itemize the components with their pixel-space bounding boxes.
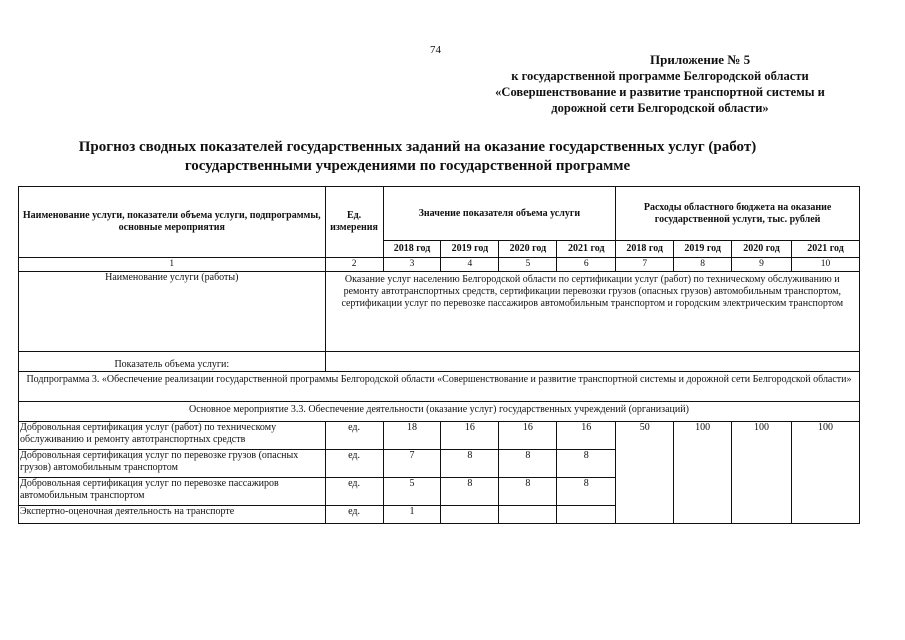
column-number: 9: [732, 258, 792, 272]
row-value: 8: [499, 478, 557, 506]
row-unit: ед.: [325, 450, 383, 478]
appendix-title: Приложение № 5: [650, 52, 751, 67]
header-year: 2019 год: [674, 241, 732, 258]
budget-value: 100: [792, 422, 860, 524]
header-year: 2018 год: [616, 241, 674, 258]
appendix-line: «Совершенствование и развитие транспортной системы и: [495, 85, 825, 99]
column-number: 7: [616, 258, 674, 272]
row-name: Экспертно-оценочная деятельность на транспорте: [19, 506, 326, 524]
row-value: [557, 506, 616, 524]
row-value: 16: [499, 422, 557, 450]
column-number-row: [19, 258, 860, 272]
row-unit: ед.: [325, 478, 383, 506]
document-title-line: Прогноз сводных показателей государственных заданий на оказание государственных услуг (работ): [78, 139, 757, 155]
row-value: 8: [557, 450, 616, 478]
appendix-line: к государственной программе Белгородской области: [511, 69, 809, 83]
indicator-empty: [325, 352, 859, 372]
column-number: 8: [674, 258, 732, 272]
row-value: 1: [383, 506, 441, 524]
header-year: 2018 год: [383, 241, 441, 258]
row-value: 8: [557, 478, 616, 506]
row-name: Добровольная сертификация услуг по перевозке грузов (опасных грузов) автомобильным транспортом: [19, 450, 326, 478]
budget-value: 50: [616, 422, 674, 524]
row-value: [499, 506, 557, 524]
row-value: 8: [441, 478, 499, 506]
row-value: 18: [383, 422, 441, 450]
appendix-line: дорожной сети Белгородской области»: [551, 101, 769, 115]
header-budget: Расходы областного бюджета на оказание государственной услуги, тыс. рублей: [616, 187, 860, 241]
header-name: Наименование услуги, показатели объема услуги, подпрограммы, основные мероприятия: [19, 187, 326, 258]
row-value: 8: [499, 450, 557, 478]
budget-value: 100: [674, 422, 732, 524]
document-title-line: государственными учреждениями по государственной программе: [184, 158, 631, 174]
row-value: 8: [441, 450, 499, 478]
document-title: [0, 138, 905, 176]
column-number: 3: [383, 258, 441, 272]
column-number: 6: [557, 258, 616, 272]
row-name: Добровольная сертификация услуг по перевозке пассажиров автомобильным транспортом: [19, 478, 326, 506]
row-unit: ед.: [325, 506, 383, 524]
forecast-table: [18, 186, 860, 524]
service-description: Оказание услуг населению Белгородской области по сертификации услуг (работ) по техническому обслуживанию и ремонту автотранспортных средств, сертификации перевозки грузов (опасных грузов) автомобильным транспортом, сертификации услуг по перевозке пассажиров автомобильным транспортом и городским электрическим транспортом: [325, 272, 859, 352]
row-value: 5: [383, 478, 441, 506]
header-unit: Ед. измерения: [325, 187, 383, 258]
column-number: 2: [325, 258, 383, 272]
row-value: 7: [383, 450, 441, 478]
measure-title: Основное мероприятие 3.3. Обеспечение деятельности (оказание услуг) государственных учреждений (организаций): [19, 402, 860, 422]
header-year: 2020 год: [732, 241, 792, 258]
page-number: 74: [430, 44, 441, 56]
column-number: 5: [499, 258, 557, 272]
table-row: [19, 422, 860, 450]
column-number: 10: [792, 258, 860, 272]
column-number: 4: [441, 258, 499, 272]
row-value: 16: [441, 422, 499, 450]
row-name: Добровольная сертификация услуг (работ) по техническому обслуживанию и ремонту автотранспортных средств: [19, 422, 326, 450]
row-value: [441, 506, 499, 524]
column-number: 1: [19, 258, 326, 272]
service-label: Наименование услуги (работы): [19, 272, 326, 352]
row-value: 16: [557, 422, 616, 450]
row-unit: ед.: [325, 422, 383, 450]
subprogram-title: Подпрограмма 3. «Обеспечение реализации государственной программы Белгородской области «Совершенствование и развитие транспортной системы и дорожной сети Белгородской области»: [19, 372, 860, 402]
header-year: 2020 год: [499, 241, 557, 258]
header-year: 2019 год: [441, 241, 499, 258]
indicator-label: Показатель объема услуги:: [19, 352, 326, 372]
budget-value: 100: [732, 422, 792, 524]
header-year: 2021 год: [792, 241, 860, 258]
header-volume: Значение показателя объема услуги: [383, 187, 616, 241]
header-year: 2021 год: [557, 241, 616, 258]
appendix-block: [470, 52, 850, 116]
